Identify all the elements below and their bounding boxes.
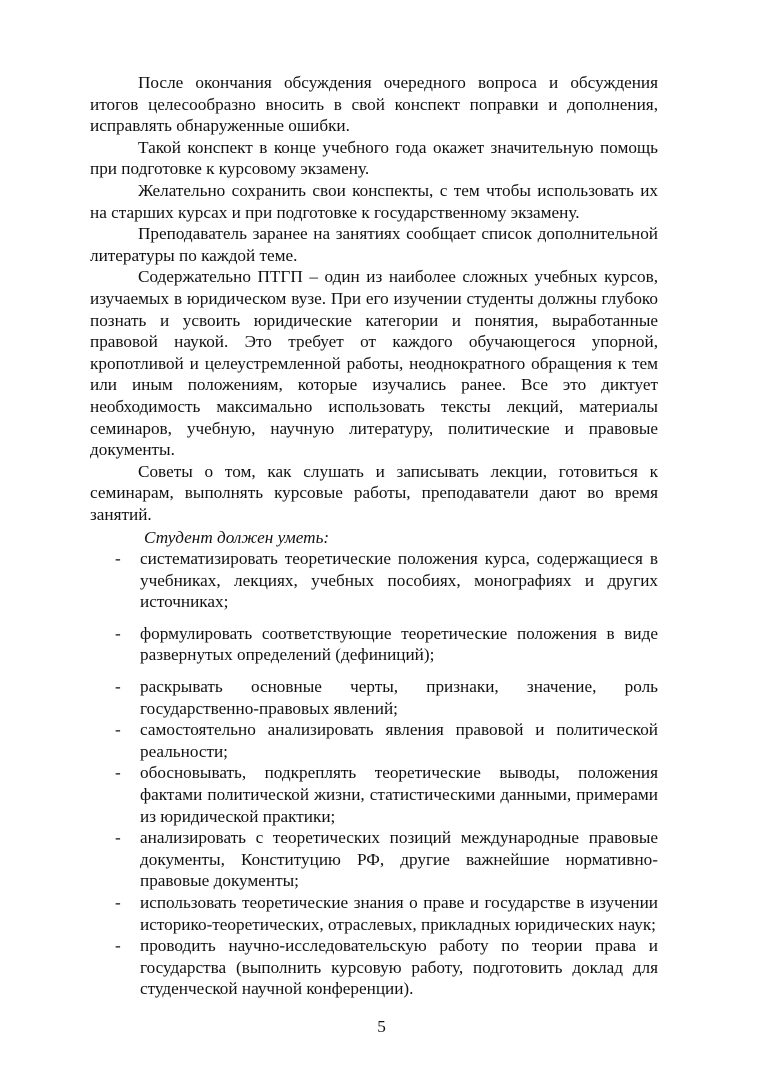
list-item-text: проводить научно-исследовательскую работу по теории права и государства (выполнить курсовую работу, подготовить доклад для студенческой научной конференции). [140, 936, 658, 999]
list-item-text: использовать теоретические знания о праве и государстве в изучении историко-теоретических, отраслевых, прикладных юридических наук; [140, 892, 658, 934]
body-text [90, 72, 658, 525]
list-item [90, 935, 658, 1000]
list-item-text: анализировать с теоретических позиций международные правовые документы, Конституцию РФ, другие важнейшие нормативно-правовые документы; [140, 828, 658, 891]
bullet-dash: - [115, 828, 121, 848]
list-item [90, 623, 658, 666]
list-item-text: систематизировать теоретические положения курса, содержащиеся в учебниках, лекциях, учебных пособиях, монографиях и других источниках; [140, 549, 658, 612]
list-item [90, 719, 658, 762]
paragraph: Преподаватель заранее на занятиях сообщает список дополнительной литературы по каждой теме. [90, 224, 658, 265]
bullet-dash: - [115, 936, 121, 956]
page-number: 5 [377, 1017, 386, 1036]
paragraph: Содержательно ПТГП – один из наиболее сложных учебных курсов, изучаемых в юридическом вузе. При его изучении студенты должны глубоко познать и усвоить юридические категории и понятия, выработанные правовой наукой. Это требует от каждого обучающегося упорной, кропотливой и целеустремленной работы, неоднократного обращения к тем или иным положениям, которые изучались ранее. Все это диктует необходимость максимально использовать тексты лекций, материалы семинаров, учебную, научную литературу, политические и правовые документы. [90, 267, 658, 460]
list-item [90, 892, 658, 935]
list-item [90, 676, 658, 719]
paragraph: После окончания обсуждения очередного вопроса и обсуждения итогов целесообразно вносить в свой конспект поправки и дополнения, исправлять обнаруженные ошибки. [90, 73, 658, 136]
list-item [90, 548, 658, 613]
list-item-text: формулировать соответствующие теоретические положения в виде развернутых определений (дефиниций); [140, 623, 658, 665]
bullet-dash: - [115, 549, 121, 568]
bullet-dash: - [115, 676, 121, 696]
list-item [90, 827, 658, 892]
list-item-text: обосновывать, подкреплять теоретические выводы, положения фактами политической жизни, статистическими данными, примерами из юридической практики; [140, 763, 658, 826]
bullet-dash: - [115, 623, 121, 643]
skills-list [90, 548, 658, 1000]
list-item-text: самостоятельно анализировать явления правовой и политической реальности; [140, 720, 658, 761]
bullet-dash: - [115, 892, 121, 912]
paragraph: Советы о том, как слушать и записывать лекции, готовиться к семинарам, выполнять курсовые работы, преподаватели дают во время занятий. [90, 461, 658, 524]
list-item [90, 762, 658, 827]
bullet-dash: - [115, 763, 121, 783]
bullet-dash: - [115, 720, 121, 740]
list-item-text: раскрывать основные черты, признаки, значение, роль государственно-правовых явлений; [140, 676, 658, 718]
skills-heading: Студент должен уметь: [144, 528, 330, 547]
paragraph: Такой конспект в конце учебного года окажет значительную помощь при подготовке к курсовому экзамену. [90, 137, 658, 179]
paragraph: Желательно сохранить свои конспекты, с тем чтобы использовать их на старших курсах и при подготовке к государственному экзамену. [90, 180, 658, 222]
